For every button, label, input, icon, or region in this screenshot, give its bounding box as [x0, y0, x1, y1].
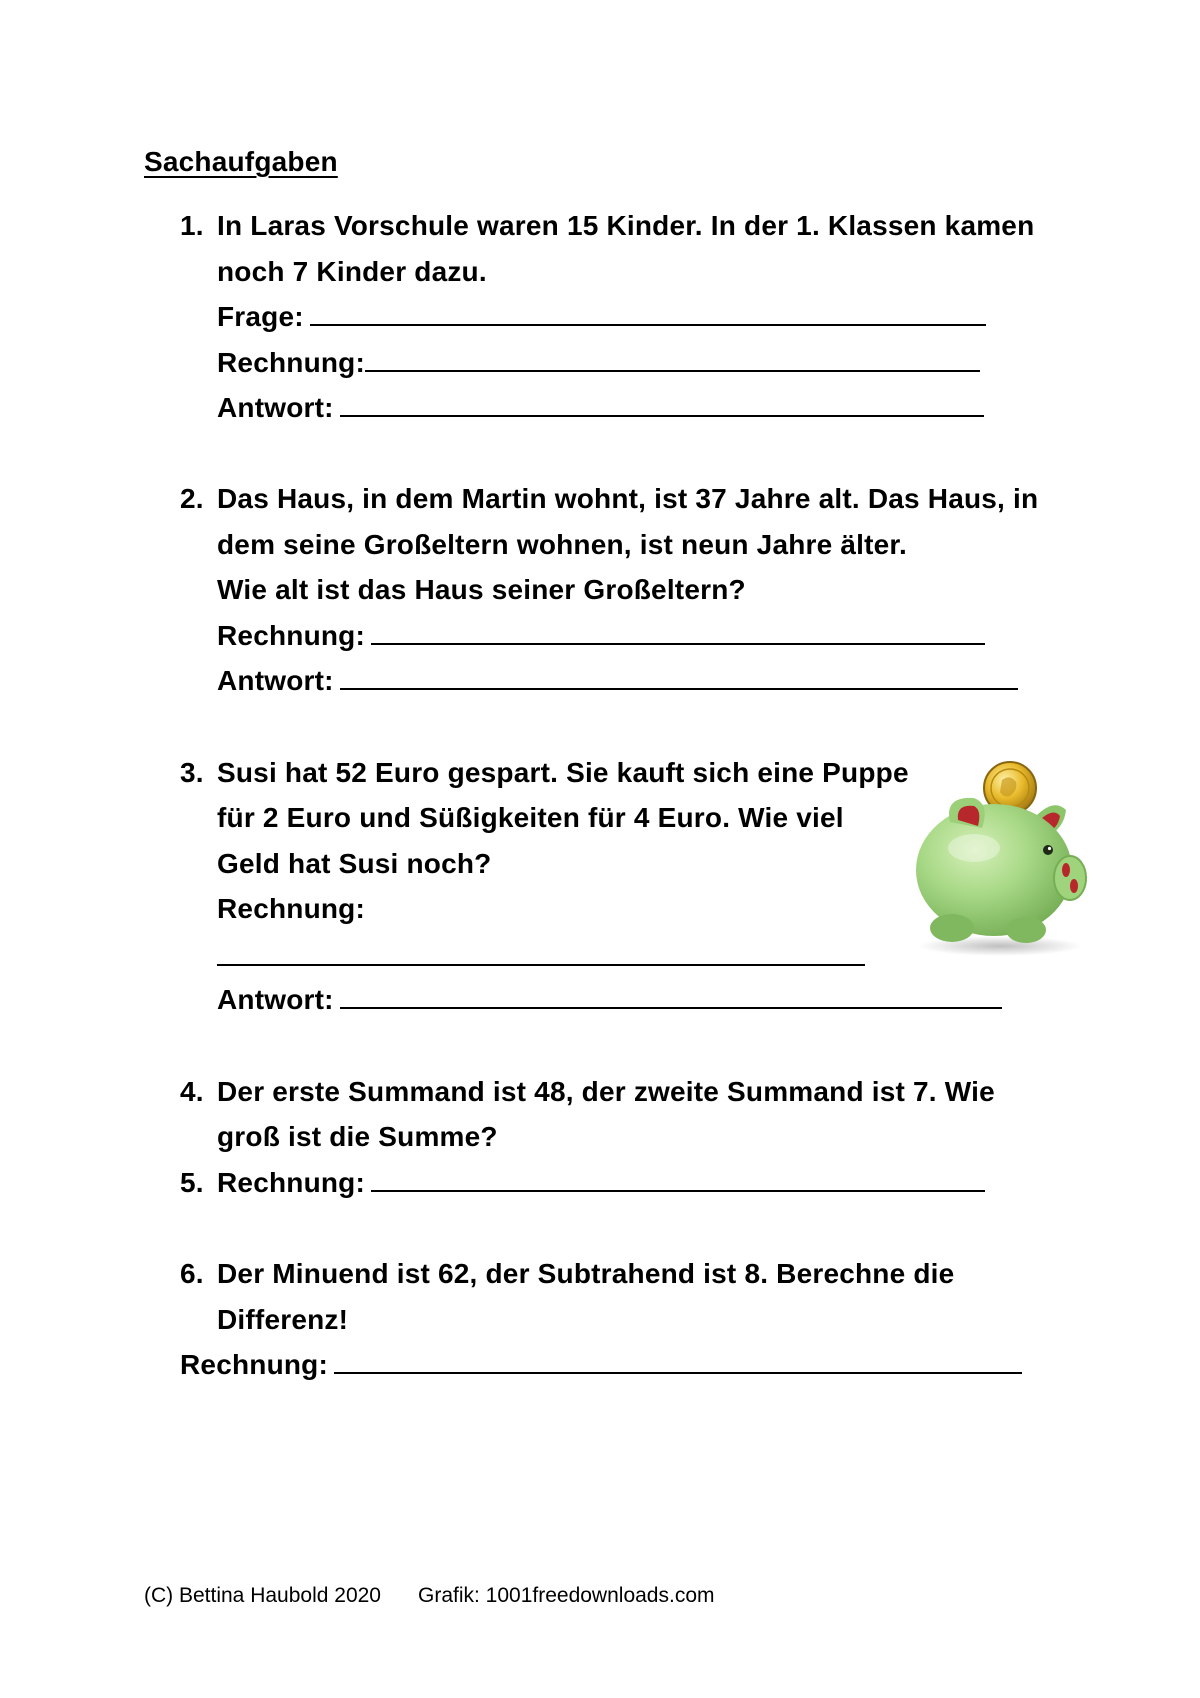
field-label: Frage: [217, 301, 304, 332]
task-number: 3. [180, 757, 204, 788]
task-text: In Laras Vorschule waren 15 Kinder. In der 1. Klassen kamen [217, 210, 1035, 241]
answer-blank[interactable] [340, 385, 984, 417]
task-number: 1. [180, 210, 204, 241]
answer-blank[interactable] [334, 1342, 1022, 1374]
field-label: Rechnung: [217, 893, 366, 924]
calculation-field [217, 340, 980, 386]
calculation-field [180, 1342, 1022, 1388]
calculation-field [217, 1160, 985, 1206]
task-text: dem seine Großeltern wohnen, ist neun Jahre älter. [217, 529, 907, 560]
field-label: Antwort: [217, 665, 334, 696]
field-label: Rechnung: [217, 347, 366, 378]
piggy-bank-icon [908, 758, 1092, 958]
task-number: 2. [180, 483, 204, 514]
answer-blank[interactable] [310, 294, 986, 326]
task-text: noch 7 Kinder dazu. [217, 256, 487, 287]
answer-blank[interactable] [340, 977, 1002, 1009]
task-text: Der erste Summand ist 48, der zweite Summand ist 7. Wie [217, 1076, 995, 1107]
task-number: 6. [180, 1258, 204, 1289]
field-label: Rechnung: [217, 620, 366, 651]
answer-field [217, 385, 984, 431]
task-text: Der Minuend ist 62, der Subtrahend ist 8. Berechne die [217, 1258, 955, 1289]
worksheet-title: Sachaufgaben [144, 146, 338, 177]
answer-blank[interactable] [217, 964, 865, 966]
answer-blank[interactable] [371, 1160, 985, 1192]
field-label: Rechnung: [180, 1349, 329, 1380]
field-label: Antwort: [217, 984, 334, 1015]
task-text: für 2 Euro und Süßigkeiten für 4 Euro. Wie viel [217, 802, 844, 833]
task-text: groß ist die Summe? [217, 1121, 498, 1152]
answer-blank[interactable] [365, 340, 980, 372]
task-text: Susi hat 52 Euro gespart. Sie kauft sich eine Puppe [217, 757, 909, 788]
footer-graphic-credit: Grafik: 1001freedownloads.com [418, 1584, 715, 1607]
field-label: Rechnung: [217, 1167, 366, 1198]
answer-blank[interactable] [340, 658, 1018, 690]
task-text: Wie alt ist das Haus seiner Großeltern? [217, 574, 746, 605]
field-label: Antwort: [217, 392, 334, 423]
answer-field [217, 977, 1002, 1023]
calculation-field [217, 613, 985, 659]
task-text: Das Haus, in dem Martin wohnt, ist 37 Jahre alt. Das Haus, in [217, 483, 1039, 514]
answer-field [217, 658, 1018, 704]
task-text: Geld hat Susi noch? [217, 848, 492, 879]
task-text: Differenz! [217, 1304, 349, 1335]
task-number: 5. [180, 1167, 204, 1198]
answer-blank[interactable] [371, 613, 985, 645]
task-number: 4. [180, 1076, 204, 1107]
question-field [217, 294, 986, 340]
footer-copyright: (C) Bettina Haubold 2020 [144, 1584, 381, 1607]
